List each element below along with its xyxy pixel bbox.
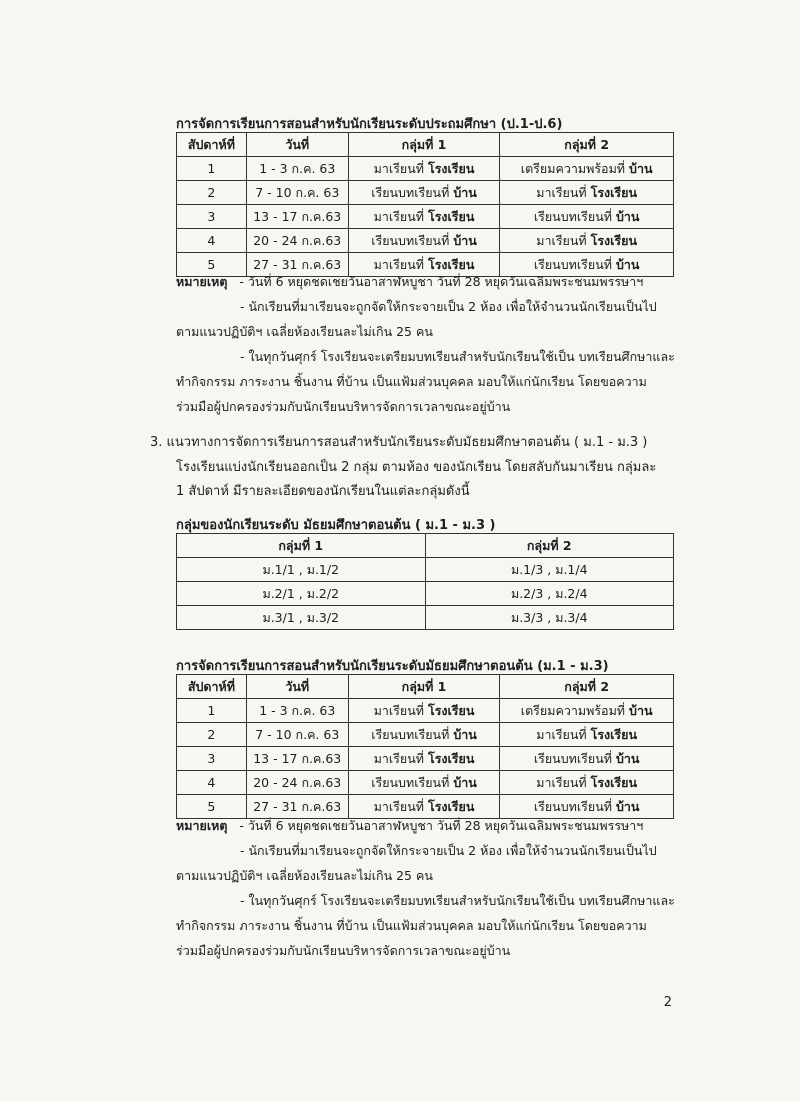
table-row (177, 229, 674, 253)
activity-text: เรียนบทเรียนที่ (371, 774, 454, 790)
date-cell: 27 - 31 ก.ค.63 (246, 795, 348, 819)
date-cell: 13 - 17 ก.ค.63 (246, 205, 348, 229)
date-cell: 1 - 3 ก.ค. 63 (246, 157, 348, 181)
group-1-cell (348, 795, 500, 819)
section-3-heading: 3. แนวทางการจัดการเรียนการสอนสำหรับนักเรียนระดับมัธยมศึกษาตอนต้น ( ม.1 - ม.3 ) (150, 435, 648, 450)
group-2-classes: ม.2/3 , ม.2/4 (425, 582, 674, 606)
date-cell: 20 - 24 ก.ค.63 (246, 229, 348, 253)
primary-note-1 (176, 272, 643, 292)
activity-text: มาเรียนที่ (536, 184, 591, 200)
primary-note-3b: ทำกิจกรรม ภาระงาน ชิ้นงาน ที่บ้าน เป็นแฟ้มส่วนบุคคล มอบให้แก่นักเรียน โดยขอความ (176, 374, 647, 389)
group-2-cell (500, 747, 674, 771)
week-cell: 4 (177, 229, 247, 253)
location-text: บ้าน (453, 774, 477, 790)
activity-text: เรียนบทเรียนที่ (371, 726, 454, 742)
group-1-cell (348, 747, 500, 771)
activity-text: มาเรียนที่ (536, 232, 591, 248)
location-text: โรงเรียน (590, 232, 638, 248)
section-3-line-3: 1 สัปดาห์ มีรายละเอียดของนักเรียนในแต่ละกลุ่มดังนี้ (176, 484, 470, 499)
primary-note-3a: - ในทุกวันศุกร์ โรงเรียนจะเตรียมบทเรียนสำหรับนักเรียนใช้เป็น บทเรียนศึกษาและ (240, 349, 675, 364)
group-2-cell (500, 181, 674, 205)
group-2-cell (500, 205, 674, 229)
note-label: หมายเหตุ (176, 818, 228, 833)
table-row (177, 795, 674, 819)
activity-text: เรียนบทเรียนที่ (533, 256, 616, 272)
week-cell: 1 (177, 157, 247, 181)
table-row (177, 582, 674, 606)
location-text: บ้าน (629, 160, 653, 176)
activity-text: มาเรียนที่ (373, 798, 428, 814)
group-2-classes: ม.1/3 , ม.1/4 (425, 558, 674, 582)
header-group-1: กลุ่มที่ 1 (177, 534, 426, 558)
groups-table (176, 533, 674, 630)
group-1-cell (348, 771, 500, 795)
activity-text: เตรียมความพร้อมที่ (520, 702, 630, 718)
activity-text: เรียนบทเรียนที่ (371, 184, 454, 200)
group-2-cell (500, 795, 674, 819)
primary-note-2b: ตามแนวปฏิบัติฯ เฉลี่ยห้องเรียนละไม่เกิน 25 คน (176, 324, 433, 339)
table-row (177, 699, 674, 723)
activity-text: มาเรียนที่ (373, 256, 428, 272)
table-row (177, 157, 674, 181)
header-group-1: กลุ่มที่ 1 (348, 675, 500, 699)
header-week: สัปดาห์ที่ (177, 133, 247, 157)
date-cell: 7 - 10 ก.ค. 63 (246, 181, 348, 205)
location-text: โรงเรียน (427, 702, 475, 718)
week-cell: 2 (177, 181, 247, 205)
table-header-row (177, 534, 674, 558)
activity-text: มาเรียนที่ (536, 726, 591, 742)
primary-schedule-table (176, 132, 674, 277)
date-cell: 1 - 3 ก.ค. 63 (246, 699, 348, 723)
group-1-classes: ม.1/1 , ม.1/2 (177, 558, 426, 582)
note-text: - วันที่ 6 หยุดชดเชยวันอาสาฬหบูชา วันที่ 28 หยุดวันเฉลิมพระชนมพรรษาฯ (239, 274, 644, 289)
group-1-cell (348, 229, 500, 253)
location-text: โรงเรียน (590, 726, 638, 742)
activity-text: มาเรียนที่ (536, 774, 591, 790)
secondary-note-3c: ร่วมมือผู้ปกครองร่วมกับนักเรียนบริหารจัดการเวลาขณะอยู่บ้าน (176, 943, 511, 958)
groups-table-caption: กลุ่มของนักเรียนระดับ มัธยมศึกษาตอนต้น ( ม.1 - ม.3 ) (176, 518, 496, 533)
header-date: วันที่ (246, 133, 348, 157)
activity-text: เรียนบทเรียนที่ (533, 750, 616, 766)
table-row (177, 606, 674, 630)
header-group-2: กลุ่มที่ 2 (425, 534, 674, 558)
location-text: บ้าน (615, 256, 640, 272)
primary-note-2a: - นักเรียนที่มาเรียนจะถูกจัดให้กระจายเป็น 2 ห้อง เพื่อให้จำนวนนักเรียนเป็นไป (240, 299, 657, 314)
table-row (177, 723, 674, 747)
table-header-row (177, 675, 674, 699)
header-group-2: กลุ่มที่ 2 (500, 133, 674, 157)
week-cell: 5 (177, 253, 247, 277)
group-2-cell (500, 699, 674, 723)
note-text: - วันที่ 6 หยุดชดเชยวันอาสาฬหบูชา วันที่ 28 หยุดวันเฉลิมพระชนมพรรษาฯ (239, 818, 644, 833)
page-number: 2 (663, 995, 672, 1010)
group-1-classes: ม.3/1 , ม.3/2 (177, 606, 426, 630)
secondary-table-caption: การจัดการเรียนการสอนสำหรับนักเรียนระดับมัธยมศึกษาตอนต้น (ม.1 - ม.3) (176, 659, 609, 674)
activity-text: เตรียมความพร้อมที่ (520, 160, 630, 176)
location-text: โรงเรียน (427, 750, 475, 766)
location-text: บ้าน (629, 702, 653, 718)
group-1-cell (348, 205, 500, 229)
date-cell: 13 - 17 ก.ค.63 (246, 747, 348, 771)
week-cell: 3 (177, 747, 247, 771)
location-text: โรงเรียน (427, 256, 475, 272)
location-text: บ้าน (615, 750, 640, 766)
note-label: หมายเหตุ (176, 274, 228, 289)
group-1-cell (348, 699, 500, 723)
group-1-cell (348, 723, 500, 747)
week-cell: 2 (177, 723, 247, 747)
secondary-schedule-table (176, 674, 674, 819)
activity-text: มาเรียนที่ (373, 750, 428, 766)
secondary-note-1 (176, 816, 643, 836)
header-group-2: กลุ่มที่ 2 (500, 675, 674, 699)
table-row (177, 558, 674, 582)
activity-text: มาเรียนที่ (373, 160, 428, 176)
date-cell: 7 - 10 ก.ค. 63 (246, 723, 348, 747)
activity-text: เรียนบทเรียนที่ (533, 798, 616, 814)
location-text: บ้าน (615, 798, 640, 814)
table-row (177, 205, 674, 229)
location-text: บ้าน (453, 232, 477, 248)
activity-text: มาเรียนที่ (373, 208, 428, 224)
location-text: โรงเรียน (427, 798, 475, 814)
activity-text: เรียนบทเรียนที่ (371, 232, 454, 248)
primary-table-caption: การจัดการเรียนการสอนสำหรับนักเรียนระดับประถมศึกษา (ป.1-ป.6) (176, 117, 563, 132)
week-cell: 1 (177, 699, 247, 723)
secondary-note-3b: ทำกิจกรรม ภาระงาน ชิ้นงาน ที่บ้าน เป็นแฟ้มส่วนบุคคล มอบให้แก่นักเรียน โดยขอความ (176, 918, 647, 933)
location-text: โรงเรียน (590, 774, 638, 790)
table-row (177, 181, 674, 205)
group-1-cell (348, 181, 500, 205)
group-2-cell (500, 771, 674, 795)
location-text: โรงเรียน (427, 160, 475, 176)
primary-note-3c: ร่วมมือผู้ปกครองร่วมกับนักเรียนบริหารจัดการเวลาขณะอยู่บ้าน (176, 399, 511, 414)
group-2-classes: ม.3/3 , ม.3/4 (425, 606, 674, 630)
header-date: วันที่ (246, 675, 348, 699)
group-2-cell (500, 229, 674, 253)
location-text: โรงเรียน (590, 184, 638, 200)
group-1-classes: ม.2/1 , ม.2/2 (177, 582, 426, 606)
group-1-cell (348, 157, 500, 181)
secondary-note-2a: - นักเรียนที่มาเรียนจะถูกจัดให้กระจายเป็น 2 ห้อง เพื่อให้จำนวนนักเรียนเป็นไป (240, 843, 657, 858)
week-cell: 5 (177, 795, 247, 819)
group-2-cell (500, 157, 674, 181)
table-header-row (177, 133, 674, 157)
activity-text: มาเรียนที่ (373, 702, 428, 718)
header-week: สัปดาห์ที่ (177, 675, 247, 699)
header-group-1: กลุ่มที่ 1 (348, 133, 500, 157)
week-cell: 3 (177, 205, 247, 229)
section-3-line-2: โรงเรียนแบ่งนักเรียนออกเป็น 2 กลุ่ม ตามห้อง ของนักเรียน โดยสลับกันมาเรียน กลุ่มละ (176, 460, 657, 475)
activity-text: เรียนบทเรียนที่ (533, 208, 616, 224)
location-text: บ้าน (453, 726, 477, 742)
week-cell: 4 (177, 771, 247, 795)
table-row (177, 771, 674, 795)
secondary-note-3a: - ในทุกวันศุกร์ โรงเรียนจะเตรียมบทเรียนสำหรับนักเรียนใช้เป็น บทเรียนศึกษาและ (240, 893, 675, 908)
date-cell: 27 - 31 ก.ค.63 (246, 253, 348, 277)
secondary-note-2b: ตามแนวปฏิบัติฯ เฉลี่ยห้องเรียนละไม่เกิน 25 คน (176, 868, 433, 883)
location-text: โรงเรียน (427, 208, 475, 224)
location-text: บ้าน (615, 208, 640, 224)
table-row (177, 747, 674, 771)
date-cell: 20 - 24 ก.ค.63 (246, 771, 348, 795)
location-text: บ้าน (453, 184, 477, 200)
group-2-cell (500, 723, 674, 747)
